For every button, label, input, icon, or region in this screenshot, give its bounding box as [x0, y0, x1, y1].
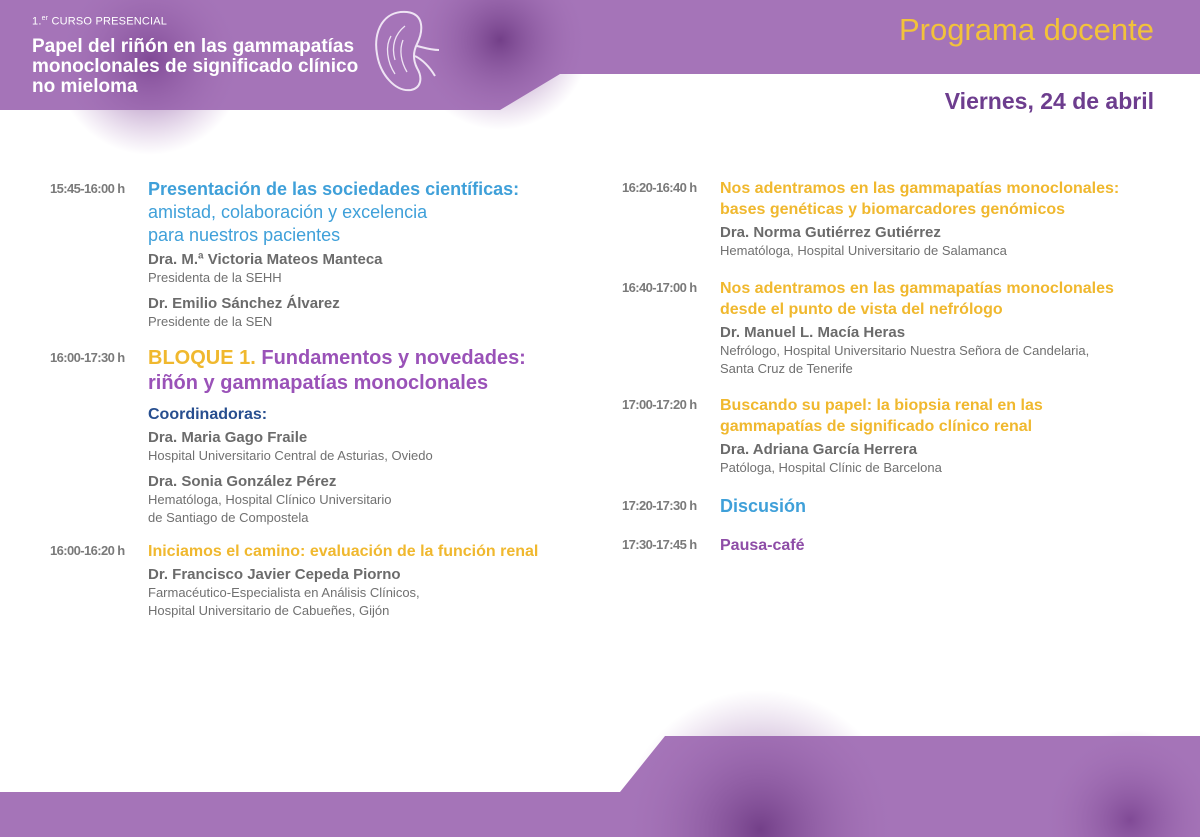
course-title-line-3: no mieloma	[32, 75, 138, 97]
session-time: 17:30-17:45 h	[622, 537, 697, 552]
session-title: Discusión	[720, 496, 807, 516]
session-title: Nos adentramos en las gammapatías monoclonales	[720, 280, 1114, 297]
speaker-role-2: Santa Cruz de Tenerife	[720, 361, 853, 376]
coordinators-label: Coordinadoras:	[148, 406, 268, 423]
session-title-2: gammapatías de significado clínico renal	[720, 418, 1033, 435]
speaker-name: Dra. Maria Gago Fraile	[148, 429, 308, 446]
session-title: Buscando su papel: la biopsia renal en las	[720, 397, 1043, 414]
session-time: 15:45-16:00 h	[50, 181, 125, 196]
session-body	[148, 346, 608, 527]
bloque-title-1: Fundamentos y novedades:	[255, 347, 526, 369]
session-body	[148, 541, 608, 620]
session-time: 17:20-17:30 h	[622, 498, 697, 513]
session-title: Pausa-café	[720, 537, 805, 554]
session-subtitle-1: amistad, colaboración y excelencia	[148, 202, 428, 222]
course-title-line-1: Papel del riñón en las gammapatías	[32, 35, 355, 57]
course-title-line-2: monoclonales de significado clínico	[32, 55, 359, 77]
speaker-name: Dr. Francisco Javier Cepeda Piorno	[148, 566, 401, 583]
speaker-name: Dra. Sonia González Pérez	[148, 473, 337, 490]
speaker-role: Hematóloga, Hospital Clínico Universitario	[148, 492, 392, 507]
bloque-label: BLOQUE 1.	[148, 347, 256, 369]
speaker-role: Presidente de la SEN	[148, 314, 273, 329]
session-title-2: desde el punto de vista del nefrólogo	[720, 301, 1003, 318]
session-body	[720, 178, 1180, 260]
speaker-name: Dra. Adriana García Herrera	[720, 441, 918, 458]
session-time: 16:00-16:20 h	[50, 543, 125, 558]
program-title: Programa docente	[898, 12, 1154, 47]
session-title: Iniciamos el camino: evaluación de la función renal	[148, 543, 539, 560]
course-label-sup: er	[41, 15, 49, 22]
session-title	[148, 346, 608, 371]
bloque-title-2: riñón y gammapatías monoclonales	[148, 372, 489, 394]
speaker-role: Nefrólogo, Hospital Universitario Nuestra Señora de Candelaria,	[720, 343, 1090, 358]
course-label	[32, 15, 392, 28]
speaker-name: Dra. Norma Gutiérrez Gutiérrez	[720, 224, 941, 241]
session-title: Presentación de las sociedades científicas:	[148, 179, 520, 199]
session-time: 16:00-17:30 h	[50, 350, 125, 365]
speaker-name: Dr. Manuel L. Macía Heras	[720, 324, 906, 341]
session-subtitle-2: para nuestros pacientes	[148, 225, 341, 245]
session-body	[720, 495, 1180, 517]
speaker-role: Presidenta de la SEHH	[148, 270, 282, 285]
speaker-role: Patóloga, Hospital Clínic de Barcelona	[720, 460, 942, 475]
session-title: Nos adentramos en las gammapatías monoclonales:	[720, 180, 1120, 197]
session-time: 16:40-17:00 h	[622, 280, 697, 295]
session-time: 16:20-16:40 h	[622, 180, 697, 195]
speaker-name: Dra. M.ª Victoria Mateos Manteca	[148, 251, 383, 268]
speaker-name: Dr. Emilio Sánchez Álvarez	[148, 295, 340, 312]
course-label-text: CURSO PRESENCIAL	[48, 15, 168, 28]
speaker-role-2: de Santiago de Compostela	[148, 510, 309, 525]
course-title	[32, 37, 392, 97]
session-time: 17:00-17:20 h	[622, 397, 697, 412]
speaker-role: Hematóloga, Hospital Universitario de Salamanca	[720, 243, 1007, 258]
date-heading: Viernes, 24 de abril	[944, 88, 1154, 114]
speaker-role: Hospital Universitario Central de Asturias, Oviedo	[148, 448, 433, 463]
session-body	[720, 535, 1180, 556]
speaker-role: Farmacéutico-Especialista en Análisis Clínicos,	[148, 585, 420, 600]
bottom-band	[0, 736, 1200, 837]
speaker-role-2: Hospital Universitario de Cabueñes, Gijón	[148, 603, 390, 618]
session-body	[148, 178, 598, 331]
session-title-2: bases genéticas y biomarcadores genómicos	[720, 201, 1066, 218]
bottom-cell-left	[620, 690, 900, 837]
course-label-number: 1.	[32, 15, 42, 28]
session-body	[720, 278, 1190, 378]
session-body	[720, 395, 1180, 477]
course-header	[32, 15, 392, 97]
